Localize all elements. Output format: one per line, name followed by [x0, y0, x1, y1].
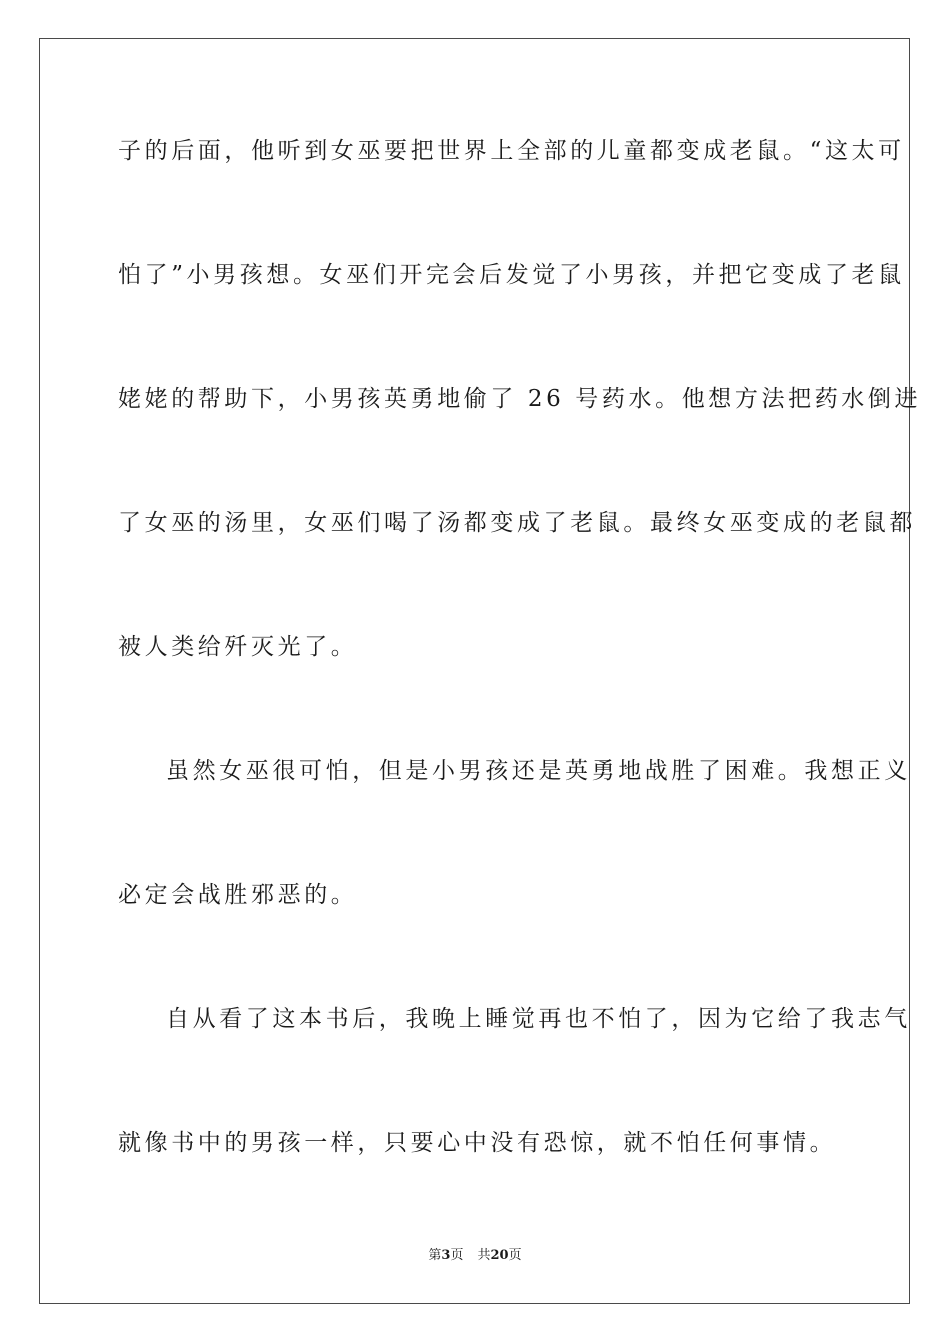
total-prefix: 共	[477, 1248, 491, 1263]
text-line: 了女巫的汤里，女巫们喝了汤都变成了老鼠。最终女巫变成的老鼠都	[118, 510, 916, 536]
text-line: 就像书中的男孩一样，只要心中没有恐惊，就不怕任何事情。	[118, 1130, 837, 1156]
page-number: 3	[441, 1248, 451, 1263]
total-suffix: 页	[508, 1248, 522, 1263]
page-suffix: 页	[450, 1248, 464, 1263]
paragraph-first-line: 自从看了这本书后，我晚上睡觉再也不怕了，因为它给了我志气	[166, 1006, 911, 1032]
page-prefix: 第	[428, 1248, 442, 1263]
paragraph-first-line: 虽然女巫很可怕，但是小男孩还是英勇地战胜了困难。我想正义	[166, 758, 911, 784]
total-pages: 20	[490, 1248, 509, 1263]
text-line: 子的后面，他听到女巫要把世界上全部的儿童都变成老鼠。“这太可	[118, 138, 905, 164]
text-line: 必定会战胜邪恶的。	[118, 882, 358, 908]
page-footer	[0, 1247, 950, 1265]
text-line: 姥姥的帮助下，小男孩英勇地偷了 26 号药水。他想方法把药水倒进	[118, 386, 922, 412]
page-border	[39, 38, 910, 1304]
text-line: 被人类给歼灭光了。	[118, 634, 358, 660]
text-line: 怕了”小男孩想。女巫们开完会后发觉了小男孩，并把它变成了老鼠	[118, 262, 905, 288]
